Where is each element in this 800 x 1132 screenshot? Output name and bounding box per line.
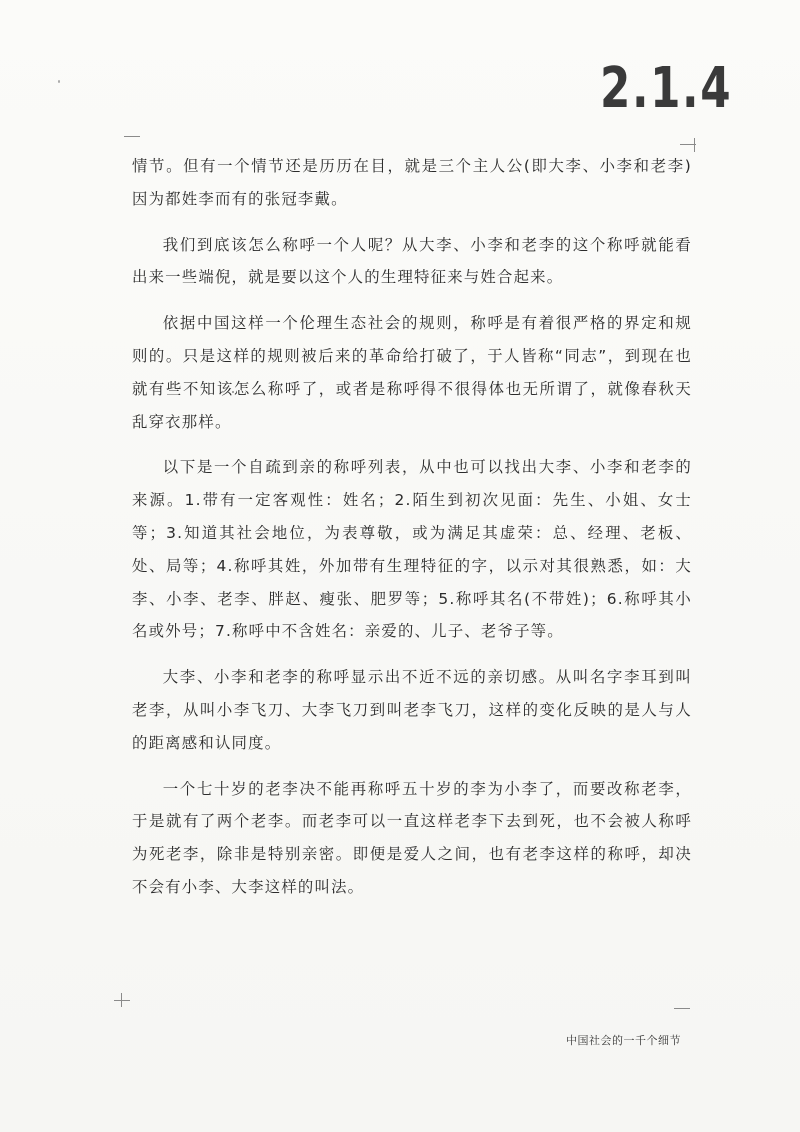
paragraph: 以下是一个自疏到亲的称呼列表，从中也可以找出大李、小李和老李的来源。1.带有一定客观性：姓名；2.陌生到初次见面：先生、小姐、女士等；3.知道其社会地位，为表尊敬，或为满足其虚荣：总、经理、老板、处、局等；4.称呼其姓，外加带有生理特征的字，以示对其很熟悉，如：大李、小李、老李、胖赵、瘦张、肥罗等；5.称呼其名(不带姓)；6.称呼其小名或外号；7.称呼中不含姓名：亲爱的、儿子、老爷子等。 bbox=[132, 458, 692, 641]
crop-mark-top-left bbox=[124, 136, 140, 137]
crop-mark-top-right-vertical bbox=[694, 138, 695, 152]
crop-mark-bottom-right bbox=[674, 1008, 690, 1009]
crop-mark-bottom-left-vertical bbox=[121, 993, 122, 1007]
crop-mark-bottom-left bbox=[114, 1000, 130, 1001]
page-number: 2.1.4 bbox=[600, 56, 733, 121]
scan-speck bbox=[58, 80, 60, 83]
article-body bbox=[132, 150, 692, 917]
paragraph: 一个七十岁的老李决不能再称呼五十岁的李为小李了，而要改称老李，于是就有了两个老李。而老李可以一直这样老李下去到死，也不会被人称呼为死老李，除非是特别亲密。即便是爱人之间，也有老李这样的称呼，却决不会有小李、大李这样的叫法。 bbox=[132, 779, 692, 896]
paragraph: 依据中国这样一个伦理生态社会的规则，称呼是有着很严格的界定和规则的。只是这样的规则被后来的革命给打破了，于人皆称“同志”，到现在也就有些不知该怎么称呼了，或者是称呼得不很得体也无所谓了，就像春秋天乱穿衣那样。 bbox=[132, 314, 692, 431]
running-footer-title: 中国社会的一千个细节 bbox=[566, 1034, 681, 1047]
paragraph-continuation: 情节。但有一个情节还是历历在目，就是三个主人公(即大李、小李和老李)因为都姓李而有的张冠李戴。 bbox=[132, 157, 692, 208]
paragraph: 大李、小李和老李的称呼显示出不近不远的亲切感。从叫名字李耳到叫老李，从叫小李飞刀、大李飞刀到叫老李飞刀，这样的变化反映的是人与人的距离感和认同度。 bbox=[132, 668, 692, 752]
paragraph: 我们到底该怎么称呼一个人呢？从大李、小李和老李的这个称呼就能看出来一些端倪，就是要以这个人的生理特征来与姓合起来。 bbox=[132, 235, 692, 287]
